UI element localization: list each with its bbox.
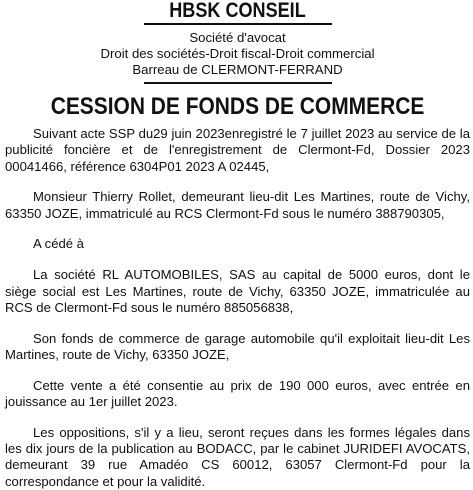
header-divider bbox=[144, 82, 332, 84]
paragraph-oppositions: Les oppositions, s'il y a lieu, seront reçues dans les formes légales dans les dix jours de la publication au BODACC, par le cabinet JURIDEFI AVOCATS, demeurant 39 rue Amadéo CS 60012, 63057 Clermont-Fd pour la correspondance et pour la validité. bbox=[5, 424, 470, 489]
firm-bar: Barreau de CLERMONT-FERRAND bbox=[132, 62, 343, 77]
notice-body bbox=[5, 126, 470, 490]
paragraph-seller: Monsieur Thierry Rollet, demeurant lieu-dit Les Martines, route de Vichy, 63350 JOZE, immatriculé au RCS Clermont-Fd sous le numéro 388790305, bbox=[5, 189, 470, 221]
notice-title: CESSION DE FONDS DE COMMERCE bbox=[50, 93, 425, 120]
firm-name: HBSK CONSEIL bbox=[169, 0, 306, 22]
firm-type: Société d'avocat bbox=[189, 30, 286, 45]
firm-specialties: Droit des sociétés-Droit fiscal-Droit commercial bbox=[100, 46, 375, 61]
notice-header bbox=[5, 0, 470, 84]
paragraph-business: Son fonds de commerce de garage automobile qu'il exploitait lieu-dit Les Martines, route de Vichy, 63350 JOZE, bbox=[5, 330, 470, 362]
paragraph-transfer: A cédé à bbox=[33, 236, 84, 252]
paragraph-price: Cette vente a été consentie au prix de 190 000 euros, avec entrée en jouissance au 1er juillet 2023. bbox=[5, 377, 470, 410]
firm-name-underline bbox=[144, 23, 332, 25]
paragraph-act: Suivant acte SSP du29 juin 2023enregistré le 7 juillet 2023 au service de la publicité foncière et de l'enregistrement de Clermont-Fd, Dossier 2023 00041466, référence 6304P01 2023 A 02445, bbox=[5, 126, 470, 174]
paragraph-buyer: La société RL AUTOMOBILES, SAS au capital de 5000 euros, dont le siège social est Les Martines, route de Vichy, 63350 JOZE, immatriculée au RCS de Clermont-Fd sous le numéro 885056838, bbox=[5, 267, 470, 315]
